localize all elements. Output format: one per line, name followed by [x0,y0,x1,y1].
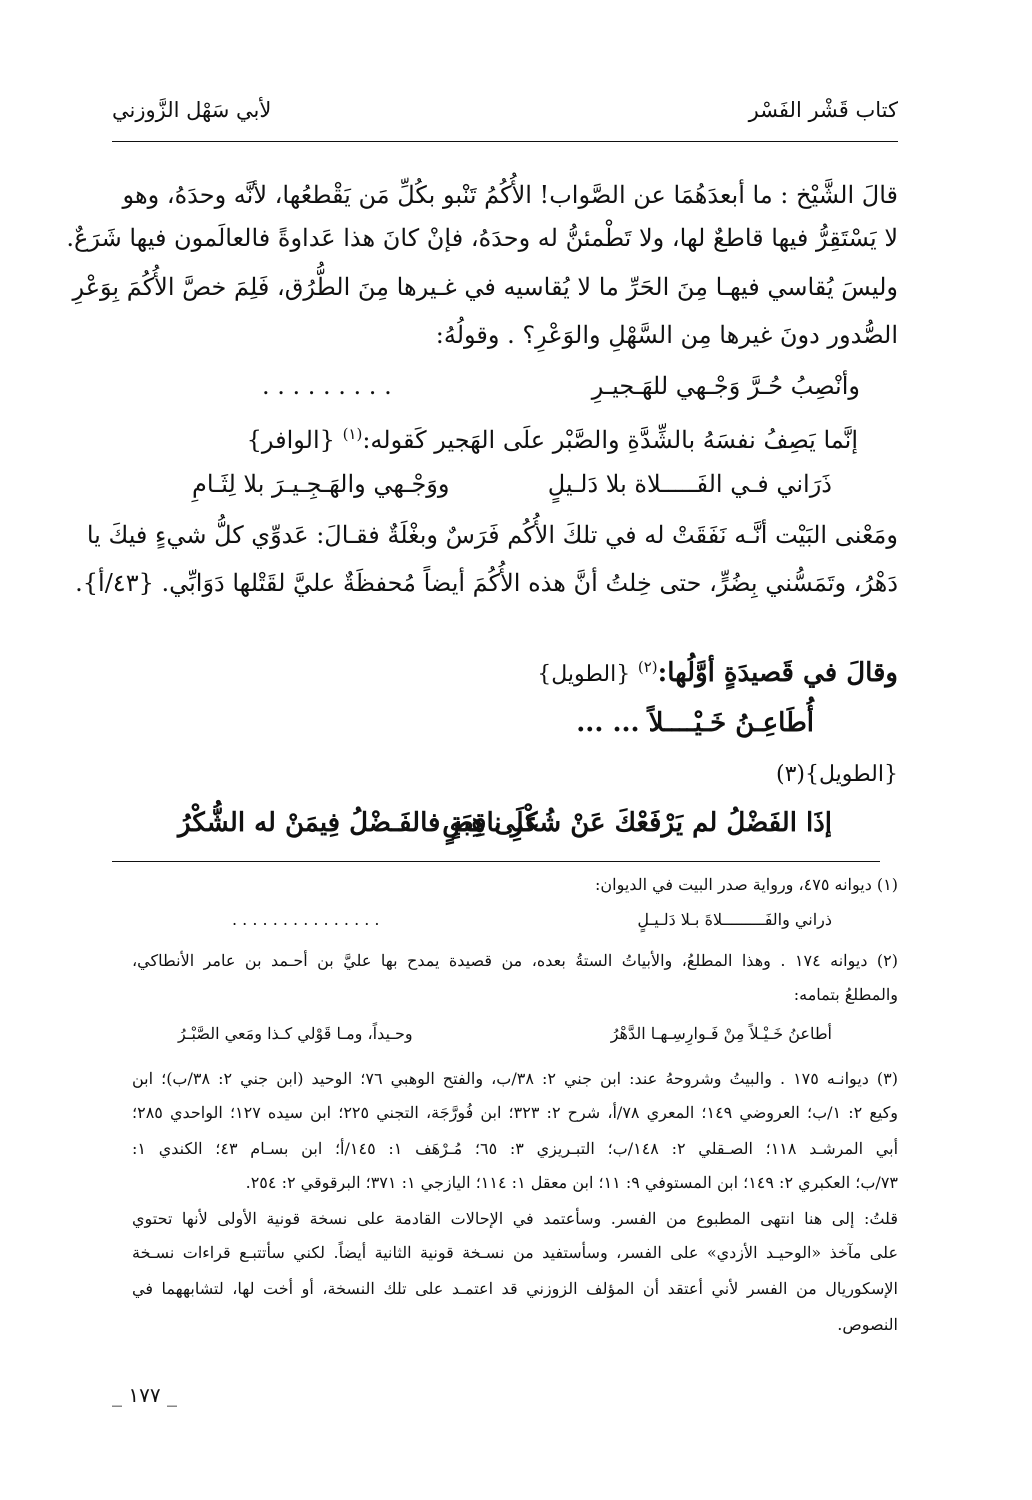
footnote-3-line-4: ٧٣/ب؛ العكبري ٢: ١٤٩؛ ابن المستوفي ٩: ١١؛ ابن معقل ١: ١١٤؛ اليازجي ١: ٣٧١؛ البرقوقي ٢: ٢٥٤. [245,1173,898,1192]
body-line-7: دَهْرُ، وتَمَسُّني بِضُرٍّ، حتى خِلتُ أنَّ هذه الأُكُمَ أيضاً مُحفظَةٌ عليَّ لقَتْلها دَوَابِّي. {٤٣/أ}. [75,569,898,597]
header-author: لأبي سَهْل الزَّوزني [112,98,272,122]
footnote-3-line-1: (٣) ديوانـه ١٧٥ . والبيتُ وشروحهُ عند: ابن جني ٢: ٣٨/ب، والفتح الوهبي ٧٦؛ الوحيد (ابن جني ٢: ٣٨/ب)؛ ابن [132,1069,899,1088]
poem-incipit: أُطَاعِـنُ خَـيْــــلاً ... ... [576,708,814,738]
verse1-left-hemistich: . . . . . . . . . [262,372,392,400]
footnote-2-verse-right: أطاعنُ خَـيْـلاً مِنْ فَـوارِسِـهـا الدَّهْرُ [610,1024,832,1043]
footnote-1-line: (١) ديوانه ٤٧٥، ورواية صدر البيت في الديوان: [594,875,898,894]
quote-intro-line [247,425,858,454]
page-number: _ ١٧٧ _ [112,1383,177,1407]
footnote-ref-1: (١) [342,425,363,443]
editor-note-line-1: قلتُ: إلى هنا انتهى المطبوع من الفسر. وسأعتمد في الإحالات القادمة على نسخة قونية الأولى لأنها تحتوي [132,1209,898,1228]
footnote-ref-2: (٢) [637,658,658,676]
footnote-rule [112,861,880,862]
body-line-4: الصُّدور دونَ غيرها مِن السَّهْلِ والوَعْرِ؟ . وقولُهُ: [435,321,898,349]
footnote-2-line-1: (٢) ديوانه ١٧٤ . وهذا المطلعُ، والأبياتُ الستةُ بعده، من قصيدة يمدح بها عليَّ بن أحـمد بن عامر الأنطاكي، [132,951,899,970]
section-title: وقالَ في قَصيدَةٍ أوَّلُها: [657,658,898,688]
footnote-3-line-2: وكيع ٢: ١/ب؛ العروضي ١٤٩؛ المعري ٧٨/أ، شرح ٢: ٣٢٣؛ ابن فُورَّجَة، التجني ٢٢٥؛ ابن سيده ١٢٧؛ الواحدي ٢٨٥؛ [132,1103,899,1122]
section-heading [537,658,898,688]
footnote-1-verse-left: . . . . . . . . . . . . . . . [232,910,380,929]
body-line-3: وليسَ يُقاسي فيهـا مِنَ الحَرِّ ما لا يُقاسيه في غـيرها مِنَ الطُّرُق، فَلِمَ خصَّ الأُكُمَ بِوَعْرِ [72,273,898,301]
meter-label-tawil-2: {الطويل}(٣) [775,762,898,787]
verse2-right-hemistich: ذَرَاني فـي الفَـــــلاة بلا دَلـيلٍ [547,470,832,498]
footnote-1-verse-right: ذراني والفَـــــــــلاةَ بـلا دَلـيـلٍ [637,910,832,929]
header-rule [112,141,898,142]
footnote-2-verse-left: وحـيداً، ومـا قَوْلي كـذا ومَعي الصَّبْـرُ [178,1024,413,1043]
footnote-3-line-3: أبي المرشـد ١١٨؛ الصـقلي ٢: ١٤٨/ب؛ التبـريزي ٣: ٦٥؛ مُـرْهَف ١: ١٤٥/أ؛ ابن بسـام ٤٣؛ الكندي ١: [132,1139,899,1158]
body-line-1: قالَ الشَّيْخ : ما أبعدَهُمَا عن الصَّواب! الأُكُمُ تَنْبو بكُلِّ مَن يَقْطعُها، لأنَّه وحدَهُ، وهو [122,181,898,209]
editor-note-line-2: على مآخذ «الوحيـد الأزدي» على الفسر، وسأستفيد من نسـخة قونية الثانية أيضاً. لكني سأتتبـع قراءات نسـخة [132,1243,898,1262]
verse1-right-hemistich: وأنْصِبُ حُـرَّ وَجْـهي للهَـجيـرِ [591,372,860,400]
verse3-left-hemistich: علَى هِبَةٍ فالفَـضْلُ فِيمَنْ له الشُّكْرُ [178,808,540,838]
editor-note-line-3: الإسكوريال من الفسر لأني أعتقد أن المؤلف الزوزني قد اعتمـد على تلك النسخة، أو أخت لها، لتشابههما في [132,1279,898,1298]
footnote-2-line-2: والمطلعُ بتمامه: [793,985,898,1004]
verse2-left-hemistich: ووَجْـهي والهَـجِـيـرَ بلا لِثَـامِ [192,470,450,498]
quote-intro-text: إنَّما يَصِفُ نفسَهُ بالشِّدَّةِ والصَّبْر علَى الهَجير كَقوله: [362,426,858,454]
editor-note-line-4: النصوص. [837,1315,898,1334]
meter-label-tawil: {الطويل} [537,662,631,687]
body-line-6: ومَعْنى البَيْت أنَّـه نَفَقَتْ له في تلكَ الأُكُم فَرَسٌ وبغْلَةٌ فقـالَ: عَدوِّي كلُّ شيءٍ فيكَ يا [86,521,898,549]
meter-label-wafir: {الوافر} [246,426,335,454]
header-book-title: كتاب قَشْر الفَسْر [748,98,898,122]
verse3-right-hemistich: إذَا الفَضْلُ لم يَرْفَعْكَ عَنْ شُكْرِ ناقِصٍ [442,808,832,838]
body-line-2: لا يَسْتَقِرُّ فيها قاطعٌ لها، ولا تَطْمئنُّ له وحدَهُ، فإنْ كانَ هذا عَداوةً فالعالَمون فيها شَرَعٌ. [66,224,898,252]
